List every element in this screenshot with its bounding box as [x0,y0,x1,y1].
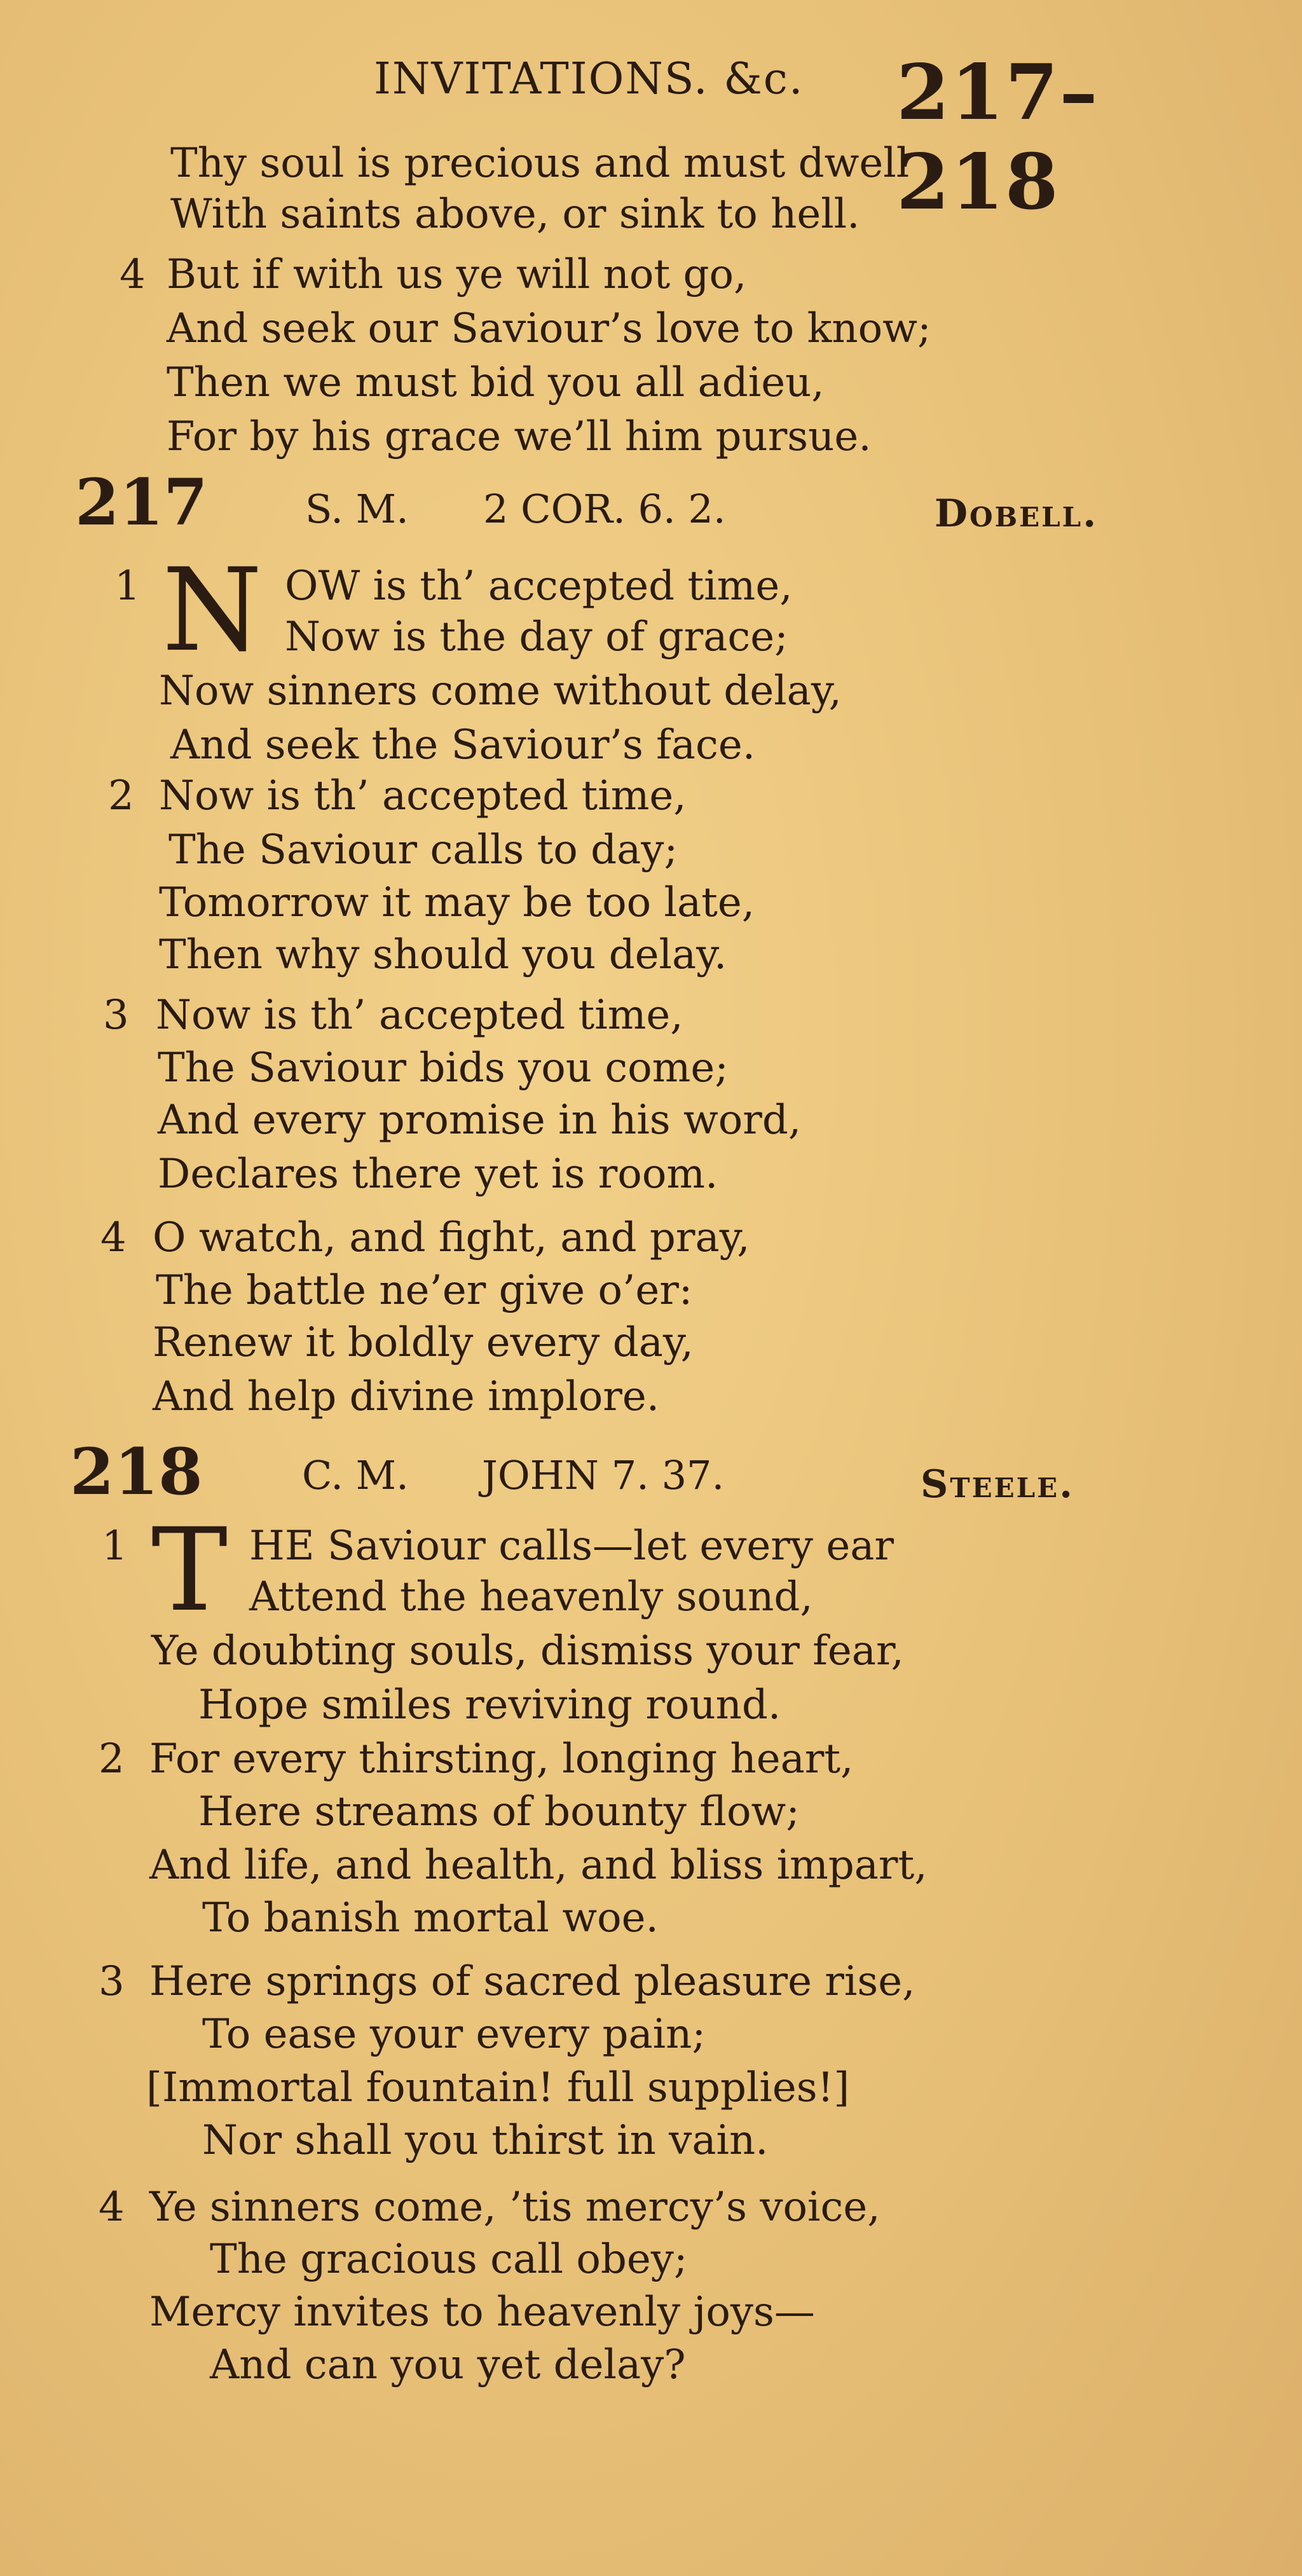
verse-number: 1 [102,1523,128,1570]
verse-line: The battle ne’er give o’er: [156,1267,693,1314]
verse-number: 3 [103,992,129,1039]
verse-line: And seek the Saviour’s face. [170,722,756,769]
verse-line: With saints above, or sink to hell. [170,191,860,238]
section-title: INVITATIONS. &c. [374,54,804,104]
hymn-number: 217 [75,465,208,540]
verse-line: Renew it boldly every day, [153,1319,694,1366]
hymn-meter: C. M. [302,1452,409,1498]
hymn-author: Dobell. [935,491,1099,536]
verse-line: Thy soul is precious and must dwell [170,140,910,187]
verse-line: Now is th’ accepted time, [159,772,687,819]
verse-line: Now sinners come without delay, [159,668,842,715]
verse-line: Now is th’ accepted time, [156,992,683,1039]
verse-line: Ye doubting souls, dismiss your fear, [151,1627,904,1675]
verse-line: O watch, and fight, and pray, [153,1214,750,1261]
verse-line: And life, and health, and bliss impart, [149,1842,928,1889]
verse-line: Here streams of bounty flow; [198,1788,800,1835]
hymn-author: Steele. [921,1462,1075,1507]
verse-number: 2 [99,1736,125,1783]
scripture-reference: JOHN 7. 37. [482,1452,725,1498]
verse-line: For every thirsting, longing heart, [149,1736,854,1783]
verse-line: Tomorrow it may be too late, [159,879,755,926]
verse-line: Ye sinners come, ’tis mercy’s voice, [149,2184,881,2231]
verse-line: For by his grace we’ll him pursue. [167,413,872,460]
verse-line: And help divine implore. [153,1373,660,1420]
verse-line: Mercy invites to heavenly joys— [149,2289,815,2336]
hymn-range: 217–218 [896,48,1099,227]
verse-line: Then why should you delay. [159,931,727,978]
verse-line: [Immortal fountain! full supplies!] [146,2064,850,2111]
scripture-reference: 2 COR. 6. 2. [483,486,726,532]
verse-line: The Saviour bids you come; [158,1045,729,1092]
verse-line: The Saviour calls to day; [168,826,678,874]
verse-number: 1 [114,563,140,610]
verse-line: To ease your every pain; [202,2011,706,2058]
verse-line: Now is the day of grace; [285,613,788,661]
hymn-number: 218 [70,1434,203,1509]
verse-line: Here springs of sacred pleasure rise, [149,1958,915,2005]
verse-line: And every promise in his word, [158,1097,802,1144]
verse-number: 4 [120,251,146,298]
drop-cap: T [151,1504,228,1637]
verse-line: To banish mortal woe. [202,1894,659,1942]
verse-line: Hope smiles reviving round. [198,1682,781,1729]
verse-line: Then we must bid you all adieu, [167,359,825,406]
verse-number: 2 [108,772,134,819]
verse-line: The gracious call obey; [210,2236,688,2283]
verse-number: 3 [99,1958,125,2005]
verse-line: And seek our Saviour’s love to know; [167,305,931,352]
verse-line: HE Saviour calls—let every ear [249,1523,894,1570]
verse-line: Declares there yet is room. [158,1151,718,1198]
verse-line: OW is th’ accepted time, [285,563,793,610]
verse-line: But if with us ye will not go, [167,251,747,298]
verse-line: And can you yet delay? [210,2341,686,2388]
verse-number: 4 [100,1214,127,1261]
verse-line: Attend the heavenly sound, [249,1573,813,1620]
hymn-meter: S. M. [305,486,409,532]
drop-cap: N [162,544,263,677]
verse-number: 4 [99,2184,125,2231]
verse-line: Nor shall you thirst in vain. [202,2117,769,2164]
